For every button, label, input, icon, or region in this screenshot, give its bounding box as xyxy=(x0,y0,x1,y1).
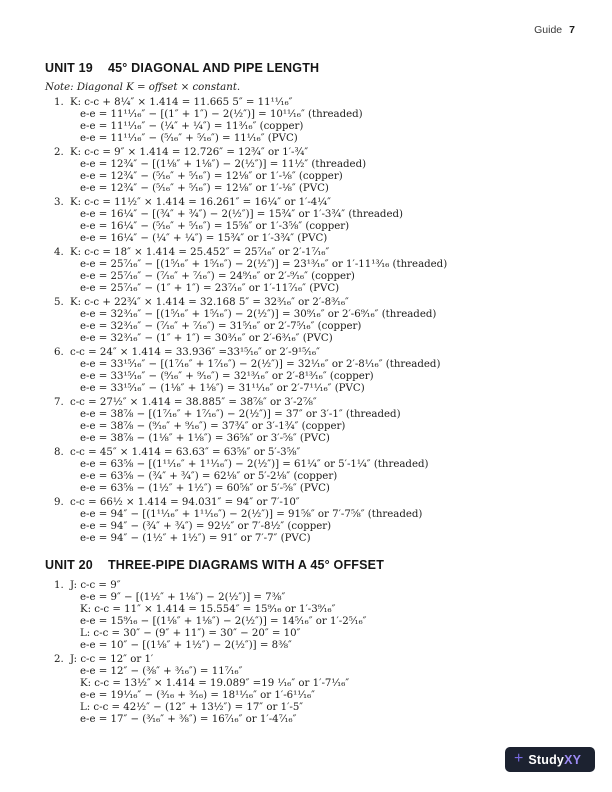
calc-line: e-e = 38⅞ − (1⅛″ + 1⅛″) = 36⅝″ or 3′-⅝″ (PVC) xyxy=(80,433,330,444)
unit19-label: UNIT 19 xyxy=(45,61,93,75)
answer-item xyxy=(45,497,585,545)
calc-line: e-e = 63⅝ − (¾″ + ¾″) = 62⅛″ or 5′-2⅛″ (copper) xyxy=(80,471,338,482)
calc-line: e-e = 16¼″ − (¼″ + ¼″) = 15¾″ or 1′-3¾″ (PVC) xyxy=(80,233,328,244)
item-number: 9. xyxy=(54,497,64,508)
brand-accent: XY xyxy=(564,752,582,767)
calc-line: e-e = 63⅝ − [(1¹¹⁄₁₆″ + 1¹¹⁄₁₆″) − 2(½″)] = 61¼″ or 5′-1¼″ (threaded) xyxy=(80,459,429,470)
answer-item xyxy=(45,247,585,295)
item-number: 5. xyxy=(54,297,64,308)
calc-line: K: c-c = 11½″ × 1.414 = 16.261″ = 16¼″ or 1′-4¼″ xyxy=(70,197,331,208)
calc-line: e-e = 11¹¹⁄₁₆″ − (¼″ + ¼″) = 11³⁄₁₆″ (copper) xyxy=(80,121,304,132)
calc-line: e-e = 25⁷⁄₁₆″ − (1″ + 1″) = 23⁷⁄₁₆″ or 1′-11⁷⁄₁₆″ (PVC) xyxy=(80,283,340,294)
item-number: 8. xyxy=(54,447,64,458)
calc-line: e-e = 9″ − [(1½″ + 1⅛″) − 2(½″)] = 7⅜″ xyxy=(80,592,286,603)
calc-line: e-e = 33¹⁵⁄₁₆″ − [(1⁷⁄₁₆″ + 1⁷⁄₁₆″) − 2(½″)] = 32¹⁄₁₆″ or 2′-8¹⁄₁₆″ (threaded) xyxy=(80,359,441,370)
studyxy-logo-badge xyxy=(505,747,595,772)
calc-line: L: c-c = 42½″ − (12″ + 13½″) = 17″ or 1′-5″ xyxy=(80,702,304,713)
answer-item xyxy=(45,297,585,345)
unit20-section xyxy=(45,559,585,726)
calc-line: e-e = 12¾″ − (⁵⁄₁₆″ + ⁵⁄₁₆″) = 12⅛″ or 1′-⅛″ (copper) xyxy=(80,171,343,182)
calc-line: K: c-c = 18″ × 1.414 = 25.452″ = 25⁷⁄₁₆″ or 2′-1⁷⁄₁₆″ xyxy=(70,247,330,258)
answer-item xyxy=(45,447,585,495)
calc-line: e-e = 94″ − (¾″ + ¾″) = 92½″ or 7′-8½″ (copper) xyxy=(80,521,332,532)
calc-line: K: c-c = 13½″ × 1.414 = 19.089″ =19 ¹⁄₁₆″ or 1′-7¹⁄₁₆″ xyxy=(80,678,350,689)
item-number: 2. xyxy=(54,147,64,158)
calc-line: K: c-c = 9″ × 1.414 = 12.726″ = 12¾″ or 1′-¾″ xyxy=(70,147,309,158)
calc-line: e-e = 11¹¹⁄₁₆″ − (⁵⁄₁₆″ + ⁵⁄₁₆″) = 11¹⁄₁₆″ (PVC) xyxy=(80,133,298,144)
calc-line: e-e = 38⅞ − [(1⁷⁄₁₆″ + 1⁷⁄₁₆″) − 2(½″)] = 37″ or 3′-1″ (threaded) xyxy=(80,409,401,420)
item-number: 1. xyxy=(54,580,64,591)
item-number: 3. xyxy=(54,197,64,208)
item-number: 2. xyxy=(54,654,64,665)
answer-item xyxy=(45,97,585,145)
calc-line: L: c-c = 30″ − (9″ + 11″) = 30″ − 20″ = 10″ xyxy=(80,628,301,639)
calc-line: e-e = 94″ − [(1¹¹⁄₁₆″ + 1¹¹⁄₁₆″) − 2(½″)] = 91⅝″ or 7′-7⅝″ (threaded) xyxy=(80,509,423,520)
calc-line: e-e = 33¹⁵⁄₁₆″ − (⁹⁄₁₆″ + ⁹⁄₁₆″) = 32¹³⁄₁₆″ or 2′-8¹³⁄₁₆″ (copper) xyxy=(80,371,374,382)
page-header xyxy=(534,24,575,36)
item-number: 4. xyxy=(54,247,64,258)
calc-line: c-c = 27½″ × 1.414 = 38.885″ = 38⅞″ or 3′-2⅞″ xyxy=(70,397,317,408)
calc-line: e-e = 32³⁄₁₆″ − (⁷⁄₁₆″ + ⁷⁄₁₆″) = 31⁵⁄₁₆″ or 2′-7⁵⁄₁₆″ (copper) xyxy=(80,321,362,332)
calc-line: e-e = 25⁷⁄₁₆″ − (⁷⁄₁₆″ + ⁷⁄₁₆″) = 24⁹⁄₁₆″ or 2′-⁹⁄₁₆″ (copper) xyxy=(80,271,355,282)
calc-line: e-e = 63⅝ − (1½″ + 1½″) = 60⅝″ or 5′-⅝″ (PVC) xyxy=(80,483,330,494)
note-text: Note: Diagonal K = offset × constant. xyxy=(45,82,241,93)
unit19-answer-list xyxy=(45,97,585,545)
plus-icon: + xyxy=(514,749,524,767)
answer-item xyxy=(45,580,585,652)
calc-line: e-e = 12″ − (⅜″ + ³⁄₁₆″) = 11⁷⁄₁₆″ xyxy=(80,666,243,677)
calc-line: c-c = 24″ × 1.414 = 33.936″ =33¹⁵⁄₁₆″ or 2′-9¹⁵⁄₁₆″ xyxy=(70,347,320,358)
calc-line: c-c = 66½ × 1.414 = 94.031″ = 94″ or 7′-10″ xyxy=(70,497,300,508)
calc-line: J: c-c = 9″ xyxy=(70,580,121,591)
answer-item xyxy=(45,147,585,195)
unit20-label: UNIT 20 xyxy=(45,558,93,572)
calc-line: e-e = 10″ − [(1⅛″ + 1½″) − 2(½″)] = 8⅜″ xyxy=(80,640,292,651)
item-number: 6. xyxy=(54,347,64,358)
calc-line: e-e = 19¹⁄₁₆″ − (³⁄₁₆ + ³⁄₁₆) = 18¹¹⁄₁₆″ or 1′-6¹¹⁄₁₆″ xyxy=(80,690,315,701)
unit20-heading xyxy=(45,559,585,572)
calc-line: c-c = 45″ × 1.414 = 63.63″ = 63⅝″ or 5′-3⅝″ xyxy=(70,447,301,458)
calc-line: e-e = 16¼″ − [(¾″ + ¾″) − 2(½″)] = 15¾″ or 1′-3¾″ (threaded) xyxy=(80,209,403,220)
item-number: 7. xyxy=(54,397,64,408)
calc-line: K: c-c = 11″ × 1.414 = 15.554″ = 15⁹⁄₁₆ or 1′-3⁹⁄₁₆″ xyxy=(80,604,336,615)
brand-study: Study xyxy=(528,752,565,767)
calc-line: e-e = 12¾″ − [(1⅛″ + 1⅛″) − 2(½″)] = 11½″ (threaded) xyxy=(80,159,367,170)
calc-line: e-e = 25⁷⁄₁₆″ − [(1⁵⁄₁₆″ + 1⁵⁄₁₆″) − 2(½″)] = 23¹³⁄₁₆″ or 1′-11¹³⁄₁₆ (threaded) xyxy=(80,259,448,270)
calc-line: e-e = 11¹¹⁄₁₆″ − [(1″ + 1″) − 2(½″)] = 10¹¹⁄₁₆″ (threaded) xyxy=(80,109,363,120)
calc-line: e-e = 32³⁄₁₆″ − (1″ + 1″) = 30³⁄₁₆″ or 2′-6³⁄₁₆″ (PVC) xyxy=(80,333,333,344)
answer-item xyxy=(45,347,585,395)
page-number: 7 xyxy=(569,24,575,36)
unit20-answer-list xyxy=(45,580,585,726)
unit20-title: THREE-PIPE DIAGRAMS WITH A 45° OFFSET xyxy=(107,558,385,572)
unit19-section xyxy=(45,62,585,545)
answer-item xyxy=(45,654,585,726)
calc-line: K: c-c + 8¼″ × 1.414 = 11.665 5″ = 11¹¹⁄₁₆″ xyxy=(70,97,293,108)
calc-line: e-e = 32³⁄₁₆″ − [(1⁵⁄₁₆″ + 1⁵⁄₁₆″) − 2(½″)] = 30⁹⁄₁₆″ or 2′-6⁹⁄₁₆″ (threaded) xyxy=(80,309,437,320)
brand-text xyxy=(528,753,581,767)
calc-line: e-e = 33¹⁵⁄₁₆″ − (1⅛″ + 1⅛″) = 31¹¹⁄₁₆″ or 2′-7¹¹⁄₁₆″ (PVC) xyxy=(80,383,365,394)
calc-line: e-e = 16¼″ − (⁵⁄₁₆″ + ⁵⁄₁₆″) = 15⅝″ or 1′-3⅝″ (copper) xyxy=(80,221,350,232)
calc-line: e-e = 38⅞ − (⁹⁄₁₆″ + ⁹⁄₁₆″) = 37¾″ or 3′-1¾″ (copper) xyxy=(80,421,346,432)
item-number: 1. xyxy=(54,97,64,108)
calc-line: e-e = 15⁹⁄₁₆ − [(1⅛″ + 1⅛″) − 2(½″)] = 14⁵⁄₁₆″ or 1′-2⁵⁄₁₆″ xyxy=(80,616,367,627)
calc-line: K: c-c + 22¾″ × 1.414 = 32.168 5″ = 32³⁄₁₆″ or 2′-8³⁄₁₆″ xyxy=(70,297,349,308)
guide-label: Guide xyxy=(534,24,563,36)
calc-line: e-e = 12¾″ − (⁵⁄₁₆″ + ⁵⁄₁₆″) = 12⅛″ or 1′-⅛″ (PVC) xyxy=(80,183,329,194)
answer-item xyxy=(45,197,585,245)
unit19-heading xyxy=(45,62,585,75)
unit19-title: 45° DIAGONAL AND PIPE LENGTH xyxy=(107,61,320,75)
calc-line: e-e = 17″ − (³⁄₁₆″ + ⅜″) = 16⁷⁄₁₆″ or 1′-4⁷⁄₁₆″ xyxy=(80,714,297,725)
answer-item xyxy=(45,397,585,445)
page-content xyxy=(45,62,585,728)
calc-line: J: c-c = 12″ or 1′ xyxy=(70,654,154,665)
calc-line: e-e = 94″ − (1½″ + 1½″) = 91″ or 7′-7″ (PVC) xyxy=(80,533,311,544)
